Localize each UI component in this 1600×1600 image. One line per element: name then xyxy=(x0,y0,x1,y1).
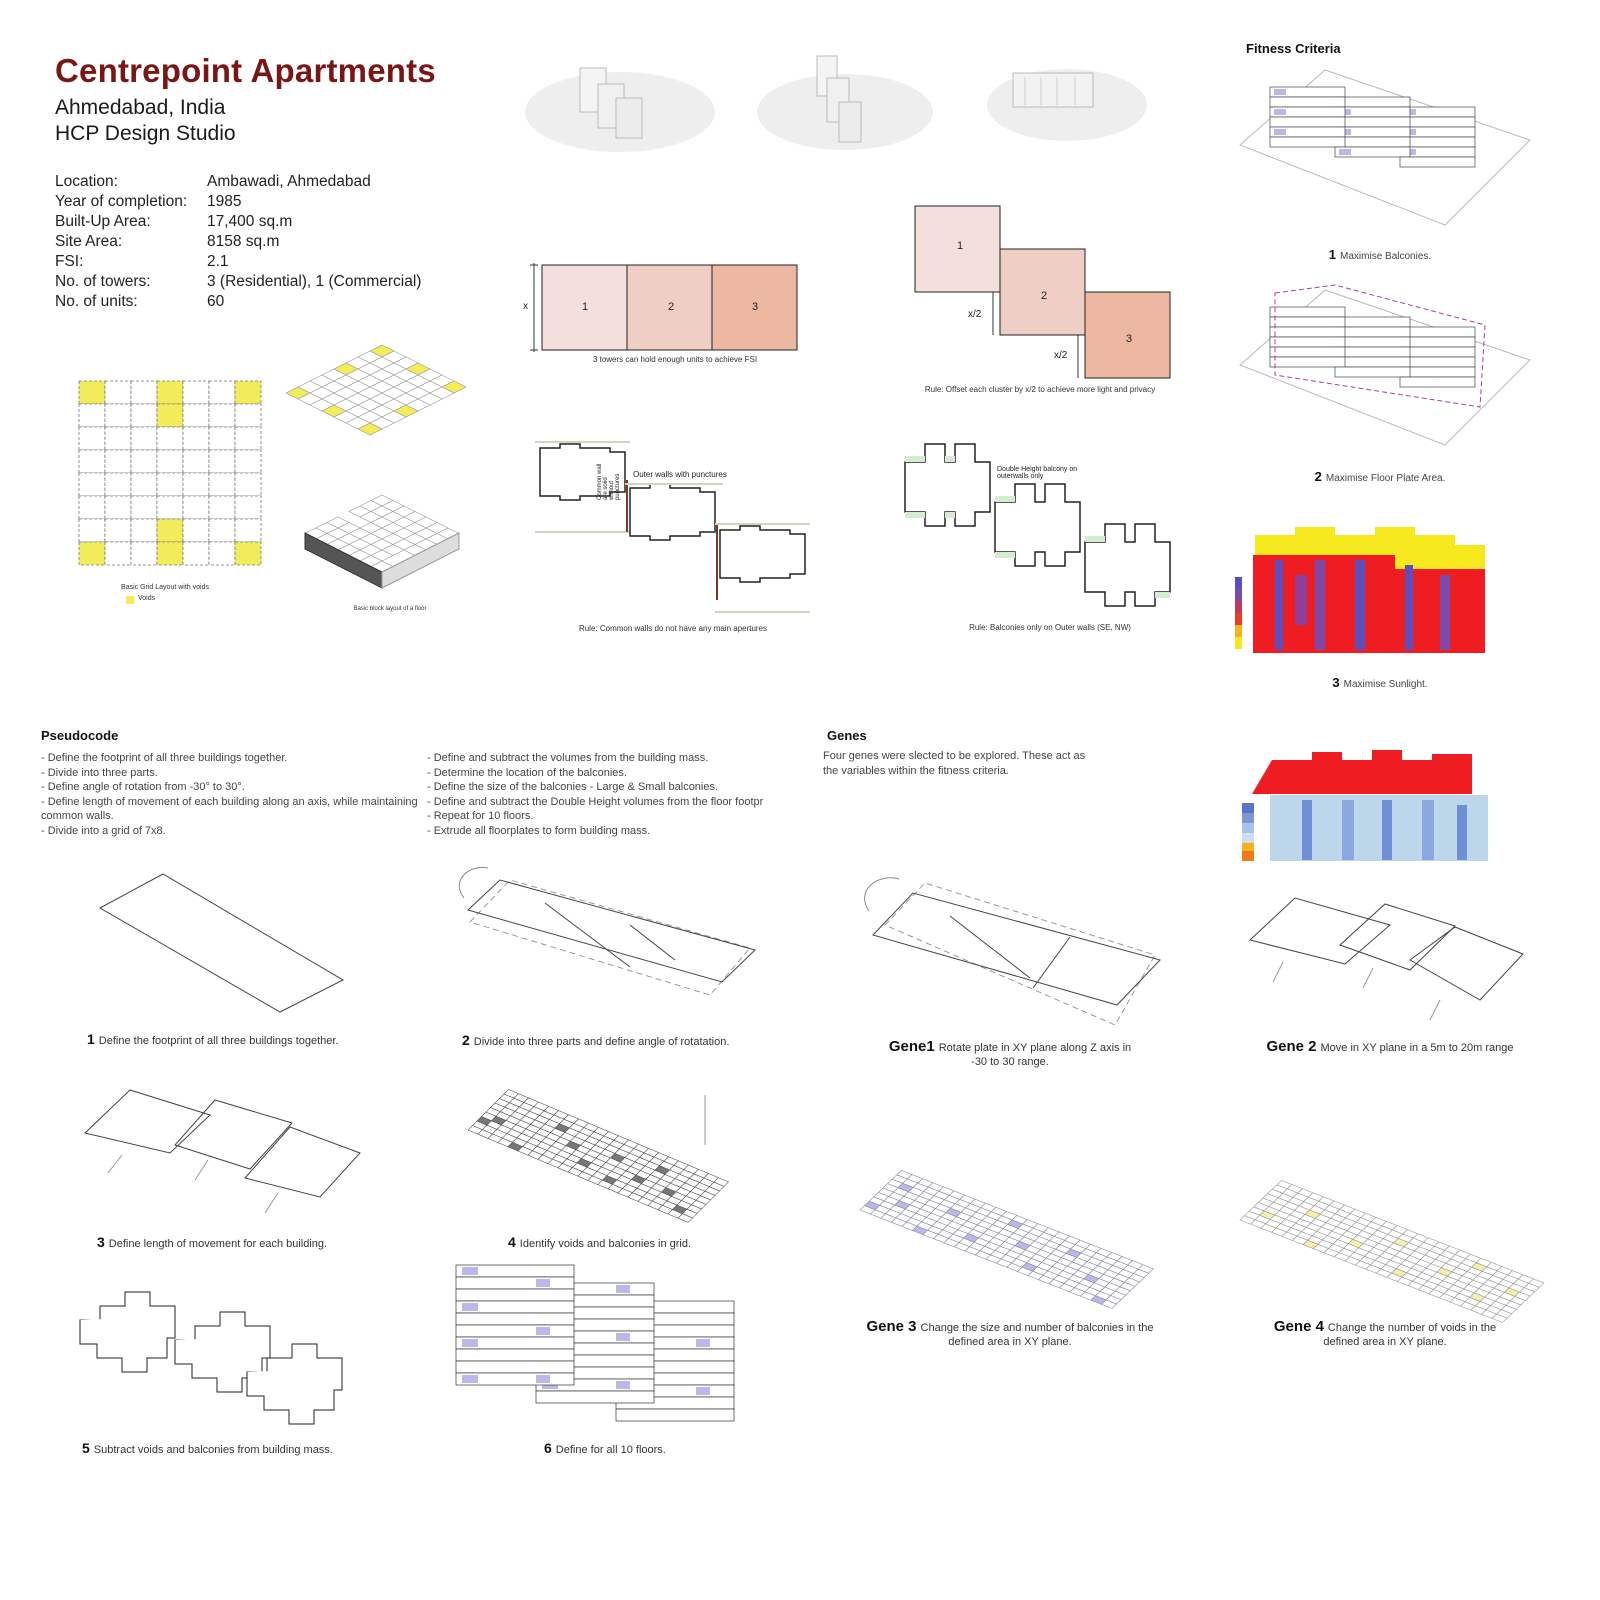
balcony-void xyxy=(536,1279,550,1287)
void-legend-swatch xyxy=(126,596,134,604)
info-row xyxy=(55,212,421,232)
grid-cell xyxy=(209,450,235,473)
gene-sunlight-analysis xyxy=(1242,745,1492,865)
info-value: 2.1 xyxy=(207,253,229,270)
grid-cell xyxy=(131,496,157,519)
pseudocode-column-2 xyxy=(427,751,772,838)
project-info xyxy=(55,172,421,312)
info-row xyxy=(55,232,421,252)
info-value: 17,400 sq.m xyxy=(207,213,293,230)
balcony-void xyxy=(462,1339,478,1347)
floor-block xyxy=(1400,117,1475,127)
grid-cell xyxy=(105,496,131,519)
balcony-caption: Rule: Balconies only on Outer walls (SE, NW) xyxy=(969,623,1131,632)
floor-block xyxy=(1270,327,1345,337)
floor-caption: Basic block layout of a floor xyxy=(353,606,427,612)
step4-voids-grid xyxy=(460,1085,740,1210)
floor-block xyxy=(1335,367,1410,377)
grid-cell xyxy=(79,519,105,542)
floor-block xyxy=(1400,327,1475,337)
fitness-title: Fitness Criteria xyxy=(1246,41,1341,56)
gene-label: Gene 4 xyxy=(1273,1318,1324,1335)
balcony-void xyxy=(1339,149,1351,155)
step-num: 1 xyxy=(87,1031,95,1047)
floor-block xyxy=(1335,97,1410,107)
floor-block xyxy=(1270,347,1345,357)
grid-cell xyxy=(209,404,235,427)
balcony-void xyxy=(536,1375,550,1383)
floor-block xyxy=(1400,367,1475,377)
grid-cell xyxy=(105,473,131,496)
balcony-void xyxy=(536,1327,550,1335)
grid-cell xyxy=(105,542,131,565)
grid-cell xyxy=(235,381,261,404)
grid-cell xyxy=(209,496,235,519)
gene-caption xyxy=(1250,1040,1530,1055)
step-text: Define the footprint of all three buildings together. xyxy=(98,1035,339,1047)
pseudocode-line: - Define the footprint of all three buildings together. xyxy=(41,752,288,764)
balcony-void xyxy=(462,1267,478,1275)
grid-cell xyxy=(235,427,261,450)
floor-block xyxy=(1400,337,1475,347)
fitness-num: 2 xyxy=(1314,469,1322,484)
floor-block xyxy=(1270,117,1345,127)
walls-caption: Rule: Common walls do not have any main apertures xyxy=(578,624,768,633)
grid-cell xyxy=(209,381,235,404)
step-caption xyxy=(97,1234,327,1250)
grid-cell xyxy=(79,450,105,473)
info-label: Year of completion: xyxy=(55,193,188,210)
step6-ten-floors xyxy=(450,1255,740,1435)
tower-label: 2 xyxy=(668,301,675,313)
fitness-text: Maximise Balconies. xyxy=(1340,251,1432,262)
balcony-note: Double Height balcony on outerwalls only xyxy=(997,466,1078,480)
page-title: Centrepoint Apartments xyxy=(55,52,436,89)
pseudocode-line: - Repeat for 10 floors. xyxy=(427,810,534,822)
gene-text: Change the number of voids in the xyxy=(1327,1322,1497,1334)
tower-label: 1 xyxy=(582,301,589,313)
floor-block xyxy=(1335,327,1410,337)
info-row xyxy=(55,252,421,272)
grid-cell xyxy=(157,381,183,404)
grid-cell xyxy=(105,381,131,404)
fitness-num: 1 xyxy=(1328,247,1337,262)
floor-block xyxy=(456,1325,574,1337)
void-grid-layout xyxy=(78,380,262,565)
step-caption xyxy=(87,1031,339,1047)
grid-cell xyxy=(79,496,105,519)
floor-block xyxy=(1335,337,1410,347)
grid-cell xyxy=(79,381,105,404)
grid-cell xyxy=(235,450,261,473)
offset-label: 1 xyxy=(957,240,964,252)
balcony-void xyxy=(696,1339,710,1347)
grid-cell xyxy=(183,404,209,427)
grid-cell xyxy=(183,381,209,404)
grid-cell xyxy=(157,496,183,519)
common-walls-diagram xyxy=(535,440,815,620)
floor-block xyxy=(456,1361,574,1373)
grid-cell xyxy=(157,427,183,450)
grid-cell xyxy=(183,496,209,519)
grid-cell xyxy=(183,427,209,450)
balcony-void xyxy=(1274,109,1286,115)
gene-caption xyxy=(855,1320,1165,1349)
step-num: 5 xyxy=(82,1440,90,1456)
floor-block xyxy=(1335,357,1410,367)
floor-block xyxy=(1270,317,1345,327)
grid-cell xyxy=(79,404,105,427)
floor-block xyxy=(1400,157,1475,167)
pseudocode-line: - Define and subtract the Double Height volumes from the floor footpr xyxy=(427,795,764,808)
grid-cell xyxy=(209,427,235,450)
grid-cell xyxy=(105,404,131,427)
balcony-void xyxy=(616,1333,630,1341)
pseudocode-line: - Define the size of the balconies - Large & Small balconies. xyxy=(427,781,719,793)
grid-cell xyxy=(79,473,105,496)
massing-render-1 xyxy=(520,50,720,160)
towers-caption: 3 towers can hold enough units to achieve FSI xyxy=(592,355,758,364)
pseudocode-line: - Define angle of rotation from -30° to 30°. xyxy=(41,781,245,793)
pseudocode-line: - Divide into three parts. xyxy=(41,766,158,779)
info-label: No. of units: xyxy=(55,293,138,310)
balcony-void xyxy=(696,1387,710,1395)
pseudocode-line: - Define length of movement of each building along an axis, while maintaining xyxy=(41,795,418,808)
grid-cell xyxy=(157,450,183,473)
grid-caption: Basic Grid Layout with voids xyxy=(121,584,209,591)
grid-cell xyxy=(131,381,157,404)
offset-label: 2 xyxy=(1041,290,1048,302)
info-row xyxy=(55,272,421,292)
step-caption xyxy=(462,1032,729,1048)
info-row xyxy=(55,172,421,192)
balcony-void xyxy=(1274,129,1286,135)
balcony-void xyxy=(462,1375,478,1383)
dimension-label: x xyxy=(523,301,528,312)
gene-text: -30 to 30 range. xyxy=(971,1056,1049,1068)
pseudocode-column-1 xyxy=(41,751,421,838)
pseudocode-line: - Determine the location of the balconies. xyxy=(427,766,627,779)
genes-intro-line: Four genes were slected to be explored. These act as xyxy=(823,750,1086,762)
step-num: 3 xyxy=(97,1234,105,1250)
info-row xyxy=(55,192,421,212)
gene-text: Move in XY plane in a 5m to 20m range xyxy=(1320,1042,1514,1054)
grid-cell xyxy=(157,473,183,496)
grid-cell xyxy=(183,473,209,496)
floor-block xyxy=(536,1391,654,1403)
grid-cell xyxy=(79,542,105,565)
grid-cell xyxy=(79,427,105,450)
step5-subtract-mass xyxy=(75,1290,360,1425)
gene-text: defined area in XY plane. xyxy=(1323,1336,1447,1348)
gene-text: defined area in XY plane. xyxy=(948,1336,1072,1348)
common-wall-note: Common wall are solid without punctures xyxy=(597,463,621,500)
floor-block xyxy=(456,1277,574,1289)
floor-block xyxy=(1400,347,1475,357)
pseudocode-line: - Extrude all floorplates to form building mass. xyxy=(427,824,651,837)
fitness-item xyxy=(1280,247,1480,262)
fitness-text: Maximise Floor Plate Area. xyxy=(1325,473,1446,484)
fitness-item xyxy=(1265,469,1495,484)
grid-cell xyxy=(235,404,261,427)
offset-dimension: x/2 xyxy=(1054,350,1068,361)
grid-cell xyxy=(209,473,235,496)
floor-block xyxy=(1335,137,1410,147)
isometric-floor-block xyxy=(300,490,465,595)
offset-dimension: x/2 xyxy=(968,309,982,320)
info-value: 3 (Residential), 1 (Commercial) xyxy=(207,273,422,290)
step-num: 6 xyxy=(544,1440,552,1456)
gene-label: Gene 3 xyxy=(866,1318,917,1335)
grid-cell xyxy=(131,450,157,473)
fitness-floorplate-diagram xyxy=(1235,285,1535,450)
gene-caption xyxy=(1255,1320,1515,1349)
floor-block xyxy=(1270,357,1345,367)
three-towers-diagram xyxy=(520,260,810,355)
pseudocode-title: Pseudocode xyxy=(41,728,119,743)
info-value: Ambawadi, Ahmedabad xyxy=(207,173,371,190)
grid-cell xyxy=(235,473,261,496)
genes-title: Genes xyxy=(827,728,867,743)
grid-cell xyxy=(209,542,235,565)
pseudocode-line: common walls. xyxy=(41,810,114,822)
floor-block xyxy=(1400,377,1475,387)
balcony-void xyxy=(1274,89,1286,95)
floor-block xyxy=(456,1349,574,1361)
gene-caption xyxy=(875,1040,1145,1069)
gene2-move-diagram xyxy=(1245,890,1530,1025)
grid-cell xyxy=(183,519,209,542)
floor-block xyxy=(1270,137,1345,147)
sunlight-analysis xyxy=(1235,515,1495,660)
step2-divide-rotate xyxy=(450,860,760,1020)
floor-block xyxy=(1400,137,1475,147)
balcony-void xyxy=(616,1381,630,1389)
info-row xyxy=(55,292,421,312)
step-text: Subtract voids and balconies from building mass. xyxy=(93,1444,333,1456)
grid-cell xyxy=(105,427,131,450)
grid-cell xyxy=(131,542,157,565)
grid-cell xyxy=(183,450,209,473)
gene-label: Gene 2 xyxy=(1266,1038,1317,1055)
gene4-voids-grid xyxy=(1235,1180,1535,1305)
info-label: Site Area: xyxy=(55,233,123,250)
step-text: Identify voids and balconies in grid. xyxy=(519,1238,692,1250)
genes-intro-line: the variables within the fitness criteria. xyxy=(823,764,1009,777)
gene-text: Change the size and number of balconies in the xyxy=(920,1322,1154,1334)
gene-label: Gene1 xyxy=(888,1038,935,1055)
gene3-balconies-grid xyxy=(855,1170,1165,1295)
info-value: 1985 xyxy=(207,193,242,210)
fitness-text: Maximise Sunlight. xyxy=(1343,679,1428,690)
grid-cell xyxy=(105,519,131,542)
step-caption xyxy=(544,1440,666,1456)
step-text: Define length of movement for each building. xyxy=(108,1238,328,1250)
gene1-rotate-diagram xyxy=(855,865,1165,1030)
grid-cell xyxy=(105,450,131,473)
step-num: 4 xyxy=(508,1234,516,1250)
balcony-void xyxy=(462,1303,478,1311)
massing-render-3 xyxy=(985,55,1150,155)
step-num: 2 xyxy=(462,1032,470,1048)
floor-block xyxy=(1335,117,1410,127)
massing-render-2 xyxy=(755,50,935,160)
grid-cell xyxy=(131,427,157,450)
step-text: Define for all 10 floors. xyxy=(555,1444,666,1456)
floor-block xyxy=(1270,337,1345,347)
outer-wall-note: Outer walls with punctures xyxy=(633,470,727,479)
grid-cell xyxy=(235,542,261,565)
location-subtitle: Ahmedabad, India xyxy=(55,96,226,119)
floor-block xyxy=(456,1313,574,1325)
fitness-num: 3 xyxy=(1332,675,1340,690)
info-label: Location: xyxy=(55,173,118,190)
grid-cell xyxy=(131,473,157,496)
fitness-balconies-diagram xyxy=(1235,65,1535,230)
info-value: 8158 sq.m xyxy=(207,233,280,250)
grid-cell xyxy=(157,542,183,565)
floor-block xyxy=(1400,357,1475,367)
grid-cell xyxy=(131,519,157,542)
void-legend-label: Voids xyxy=(138,595,156,602)
studio-subtitle: HCP Design Studio xyxy=(55,122,236,145)
gene-text: Rotate plate in XY plane along Z axis in xyxy=(938,1042,1132,1054)
pseudocode-line: - Define and subtract the volumes from the building mass. xyxy=(427,752,709,764)
step-caption xyxy=(82,1440,333,1456)
floor-block xyxy=(1335,347,1410,357)
offset-caption: Rule: Offset each cluster by x/2 to achieve more light and privacy xyxy=(924,385,1156,394)
step-caption xyxy=(508,1234,691,1250)
step3-movement xyxy=(80,1085,365,1220)
fitness-item xyxy=(1290,675,1470,690)
grid-cell xyxy=(235,519,261,542)
grid-cell xyxy=(157,404,183,427)
tower-label: 3 xyxy=(752,301,759,313)
grid-cell xyxy=(131,404,157,427)
genes-intro xyxy=(823,749,1123,778)
grid-cell xyxy=(209,519,235,542)
step1-footprint xyxy=(95,870,350,1015)
info-label: FSI: xyxy=(55,253,84,270)
pseudocode-line: - Divide into a grid of 7x8. xyxy=(41,824,166,837)
info-label: No. of towers: xyxy=(55,273,151,290)
step-text: Divide into three parts and define angle of rotatation. xyxy=(473,1036,730,1048)
grid-cell xyxy=(235,496,261,519)
floor-block xyxy=(1270,307,1345,317)
floor-block xyxy=(456,1289,574,1301)
balcony-void xyxy=(616,1285,630,1293)
isometric-void-grid xyxy=(290,340,475,455)
info-label: Built-Up Area: xyxy=(55,213,151,230)
floor-block xyxy=(616,1409,734,1421)
floor-block xyxy=(1270,97,1345,107)
floor-block xyxy=(1335,317,1410,327)
grid-cell xyxy=(157,519,183,542)
offset-label: 3 xyxy=(1126,333,1133,345)
info-value: 60 xyxy=(207,293,225,310)
grid-cell xyxy=(183,542,209,565)
